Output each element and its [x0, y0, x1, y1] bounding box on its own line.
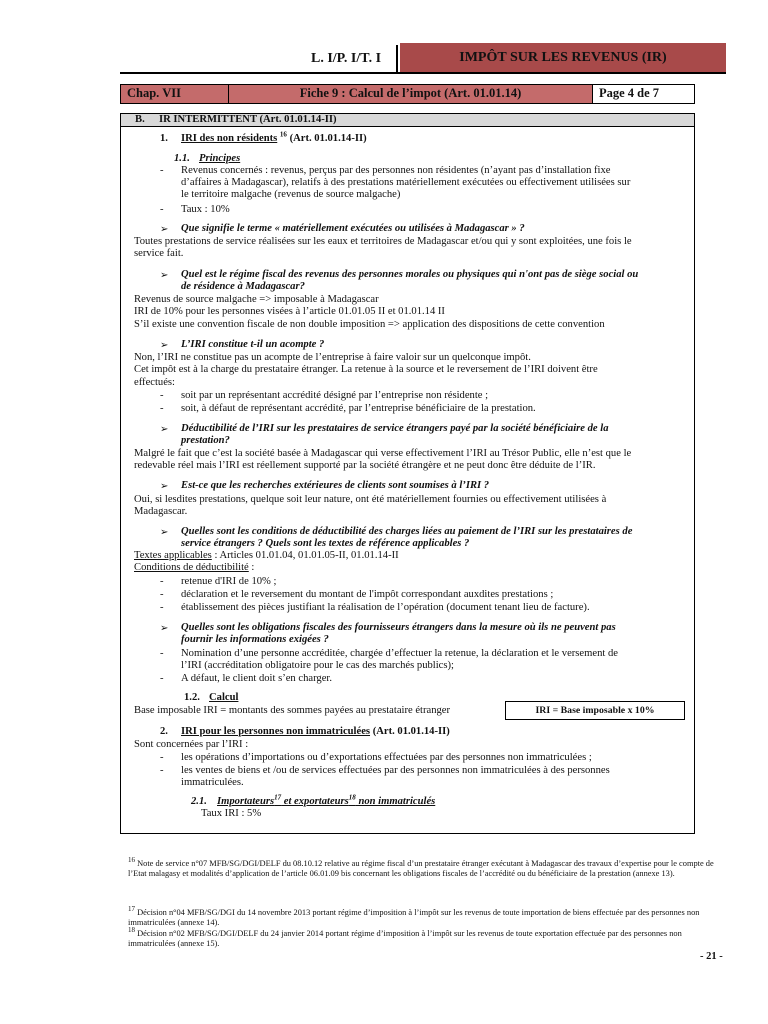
s2-ref: (Art. 01.01.14-II)	[372, 726, 450, 737]
bullet-dash: -	[160, 204, 164, 215]
q3-bullet2: soit, à défaut de représentant accrédité, par l’entreprise bénéficiaire de la prestation.	[181, 403, 536, 414]
q1-question: Que signifie le terme « matériellement exécutées ou utilisées à Madagascar » ?	[181, 223, 525, 234]
arrow-icon: ➢	[160, 270, 169, 281]
s1-footnote-ref: 16	[279, 130, 287, 139]
footnote-18-text: Décision n°02 MFB/SG/DGI/DELF du 24 janvier 2014 portant régime d’imposition à l’impôt sur les revenus de toute exportation effectuée par des personnes non immatriculées (annexe 15).	[128, 929, 682, 949]
s2-intro: Sont concernées par l’IRI :	[134, 739, 249, 750]
s2-bullet2-l2: immatriculées.	[181, 777, 244, 788]
footnote-18-number: 18	[128, 926, 135, 935]
q6-conditions	[134, 562, 254, 574]
q7-bullet1-l2: l’IRI (accréditation obligatoire pour le cas des marchés publics);	[181, 660, 454, 671]
s12-number: 1.2.	[184, 692, 200, 703]
bullet-dash: -	[160, 403, 164, 414]
q2-answer-l1: Revenus de source malgache => imposable à Madagascar	[134, 294, 379, 305]
arrow-icon: ➢	[160, 424, 169, 435]
bullet-dash: -	[160, 390, 164, 401]
p1-taux: Taux : 10%	[181, 204, 230, 215]
q6-question-l2: service étrangers ? Quels sont les textes de référence applicables ?	[181, 538, 470, 549]
formula-box: IRI = Base imposable x 10%	[505, 701, 685, 720]
page-indicator: Page 4 de 7	[593, 85, 694, 103]
doc-title: IMPÔT SUR LES REVENUS (IR)	[400, 43, 726, 72]
q3-answer-l1: Non, l’IRI ne constitue pas un acompte de l’entreprise à faire valoir sur un quelconque impôt.	[134, 352, 531, 363]
s11-number: 1.1.	[174, 153, 190, 164]
q5-answer-l1: Oui, si lesdites prestations, quelque soit leur nature, ont été matériellement fournies ou effectivement utilisées à	[134, 494, 607, 505]
q7-bullet1-l1: Nomination d’une personne accréditée, chargée d’effectuer la retenue, la déclaration et le versement de	[181, 648, 618, 659]
s12-base: Base imposable IRI = montants des sommes payées au prestataire étranger	[134, 705, 451, 716]
footnote-16	[128, 856, 728, 879]
q4-answer-l1: Malgré le fait que c’est la société basée à Madagascar qui verse effectivement l’IRI au Trésor Public, elle n’est que le	[134, 448, 632, 459]
arrow-icon: ➢	[160, 481, 169, 492]
page-number: - 21 -	[700, 951, 723, 962]
s1-title: IRI des non résidents	[181, 133, 278, 144]
bullet-dash: -	[160, 576, 164, 587]
chapter-bar	[120, 84, 695, 104]
q6-bullet2: déclaration et le reversement du montant de l'impôt correspondant auxdites prestations ;	[181, 589, 554, 600]
s21-title	[217, 793, 436, 808]
conditions-colon: :	[248, 562, 255, 573]
footnote-17-text: Décision n°04 MFB/SG/DGI du 14 novembre 2013 portant régime d’imposition à l’impôt sur les revenus de toute importation de biens effectuée par des personnes non immatriculées (annexe 14).	[128, 908, 700, 928]
s21-number: 2.1.	[191, 796, 207, 807]
footnote-16-number: 16	[128, 856, 135, 865]
arrow-icon: ➢	[160, 623, 169, 634]
q3-answer-l3: effectués:	[134, 377, 175, 388]
section-title: IR INTERMITTENT (Art. 01.01.14-II)	[159, 114, 337, 125]
s2-bullet1: les opérations d’importations ou d’exportations effectuées par des personnes non immatriculées ;	[181, 752, 592, 763]
s21-title-b: et exportateurs	[281, 796, 349, 807]
s11-title: Principes	[199, 153, 241, 164]
s2-number: 2.	[160, 726, 168, 737]
s2-heading	[181, 726, 450, 738]
q2-answer-l2: IRI de 10% pour les personnes visées à l’article 01.01.05 II et 01.01.14 II	[134, 306, 445, 317]
doc-code: L. I/P. I/T. I	[310, 51, 382, 66]
bullet-dash: -	[160, 673, 164, 684]
q2-question-l2: de résidence à Madagascar?	[181, 281, 305, 292]
s21-footnote-ref-17: 17	[274, 793, 282, 802]
arrow-icon: ➢	[160, 224, 169, 235]
q1-answer-l2: service fait.	[134, 248, 184, 259]
bullet-dash: -	[160, 589, 164, 600]
section-letter: B.	[135, 114, 145, 125]
s21-footnote-ref-18: 18	[348, 793, 356, 802]
header-divider	[396, 45, 398, 73]
textes-value: : Articles 01.01.04, 01.01.05-II, 01.01.14-II	[211, 550, 399, 561]
q5-question: Est-ce que les recherches extérieures de clients sont soumises à l’IRI ?	[181, 480, 490, 491]
q7-question-l2: fournir les informations exigées ?	[181, 634, 329, 645]
q6-question-l1: Quelles sont les conditions de déductibilité des charges liées au paiement de l’IRI sur les prestataires de	[181, 526, 633, 537]
bullet-dash: -	[160, 648, 164, 659]
bullet-dash: -	[160, 752, 164, 763]
p1-line1: Revenus concernés : revenus, perçus par des personnes non résidentes (n’ayant pas d’installation fixe	[181, 165, 611, 176]
q7-bullet2: A défaut, le client doit s’en charger.	[181, 673, 333, 684]
footnote-18	[128, 926, 728, 949]
chapter-label: Chap. VII	[121, 85, 229, 103]
q7-question-l1: Quelles sont les obligations fiscales des fournisseurs étrangers dans la mesure où ils ne peuvent pas	[181, 622, 616, 633]
q3-bullet1: soit par un représentant accrédité désigné par l’entreprise non résidente ;	[181, 390, 489, 401]
s2-title: IRI pour les personnes non immatriculées	[181, 726, 371, 737]
footnote-17-number: 17	[128, 905, 135, 914]
bullet-dash: -	[160, 765, 164, 776]
section-heading	[120, 113, 695, 127]
q5-answer-l2: Madagascar.	[134, 506, 188, 517]
conditions-label: Conditions de déductibilité	[134, 562, 249, 573]
footnote-17	[128, 905, 728, 928]
s1-heading	[181, 130, 367, 145]
bullet-dash: -	[160, 165, 164, 176]
q1-answer-l1: Toutes prestations de service réalisées sur les eaux et territoires de Madagascar et/ou qui y sont exploitées, une fois le	[134, 236, 632, 247]
bullet-dash: -	[160, 602, 164, 613]
arrow-icon: ➢	[160, 527, 169, 538]
q4-question-l2: prestation?	[181, 435, 230, 446]
q6-textes	[134, 550, 399, 562]
footnote-16-text: Note de service n°07 MFB/SG/DGI/DELF du 08.10.12 relative au régime fiscal d’un prestataire étranger exécutant à Madagascar des travaux d’expertise pour le compte de l’Etat malagasy et modalités d’application de l’article 06.01.09 bis concernant les obligations fiscales de l’accrédité ou du bénéficiaire de la prestation (annexe 13).	[128, 859, 714, 879]
q6-bullet3: établissement des pièces justifiant la réalisation de l’opération (document tenant lieu de facture).	[181, 602, 590, 613]
header-rule	[120, 72, 726, 74]
q3-answer-l2: Cet impôt est à la charge du prestataire étranger. La retenue à la source et le reversement de l’IRI doivent être	[134, 364, 598, 375]
s12-title: Calcul	[209, 692, 239, 703]
s21-title-c: non immatriculés	[355, 796, 436, 807]
p1-line3: le territoire malgache (revenus de source malgache)	[181, 189, 401, 200]
s21-taux: Taux IRI : 5%	[201, 808, 262, 819]
q4-answer-l2: redevable réel mais l’IRI est réellement supporté par la société étrangère et ne peut donc être déduite de l’IR.	[134, 460, 596, 471]
s21-title-a: Importateurs	[217, 796, 275, 807]
q4-question-l1: Déductibilité de l’IRI sur les prestataires de service étrangers payé par la société bénéficiaire de la	[181, 423, 609, 434]
q6-bullet1: retenue d'IRI de 10% ;	[181, 576, 277, 587]
p1-line2: d’affaires à Madagascar), relatifs à des prestations matériellement exécutées ou effectivement utilisées sur	[181, 177, 631, 188]
arrow-icon: ➢	[160, 340, 169, 351]
s1-ref: (Art. 01.01.14-II)	[289, 133, 367, 144]
q2-answer-l3: S’il existe une convention fiscale de non double imposition => application des dispositions de cette convention	[134, 319, 605, 330]
textes-label: Textes applicables	[134, 550, 212, 561]
s1-number: 1.	[160, 133, 168, 144]
q2-question-l1: Quel est le régime fiscal des revenus des personnes morales ou physiques qui n'ont pas de siège social ou	[181, 269, 639, 280]
q3-question: L’IRI constitue t-il un acompte ?	[181, 339, 325, 350]
fiche-title: Fiche 9 : Calcul de l’impot (Art. 01.01.14)	[229, 85, 593, 103]
s2-bullet2-l1: les ventes de biens et /ou de services effectuées par des personnes non immatriculées à des personnes	[181, 765, 610, 776]
